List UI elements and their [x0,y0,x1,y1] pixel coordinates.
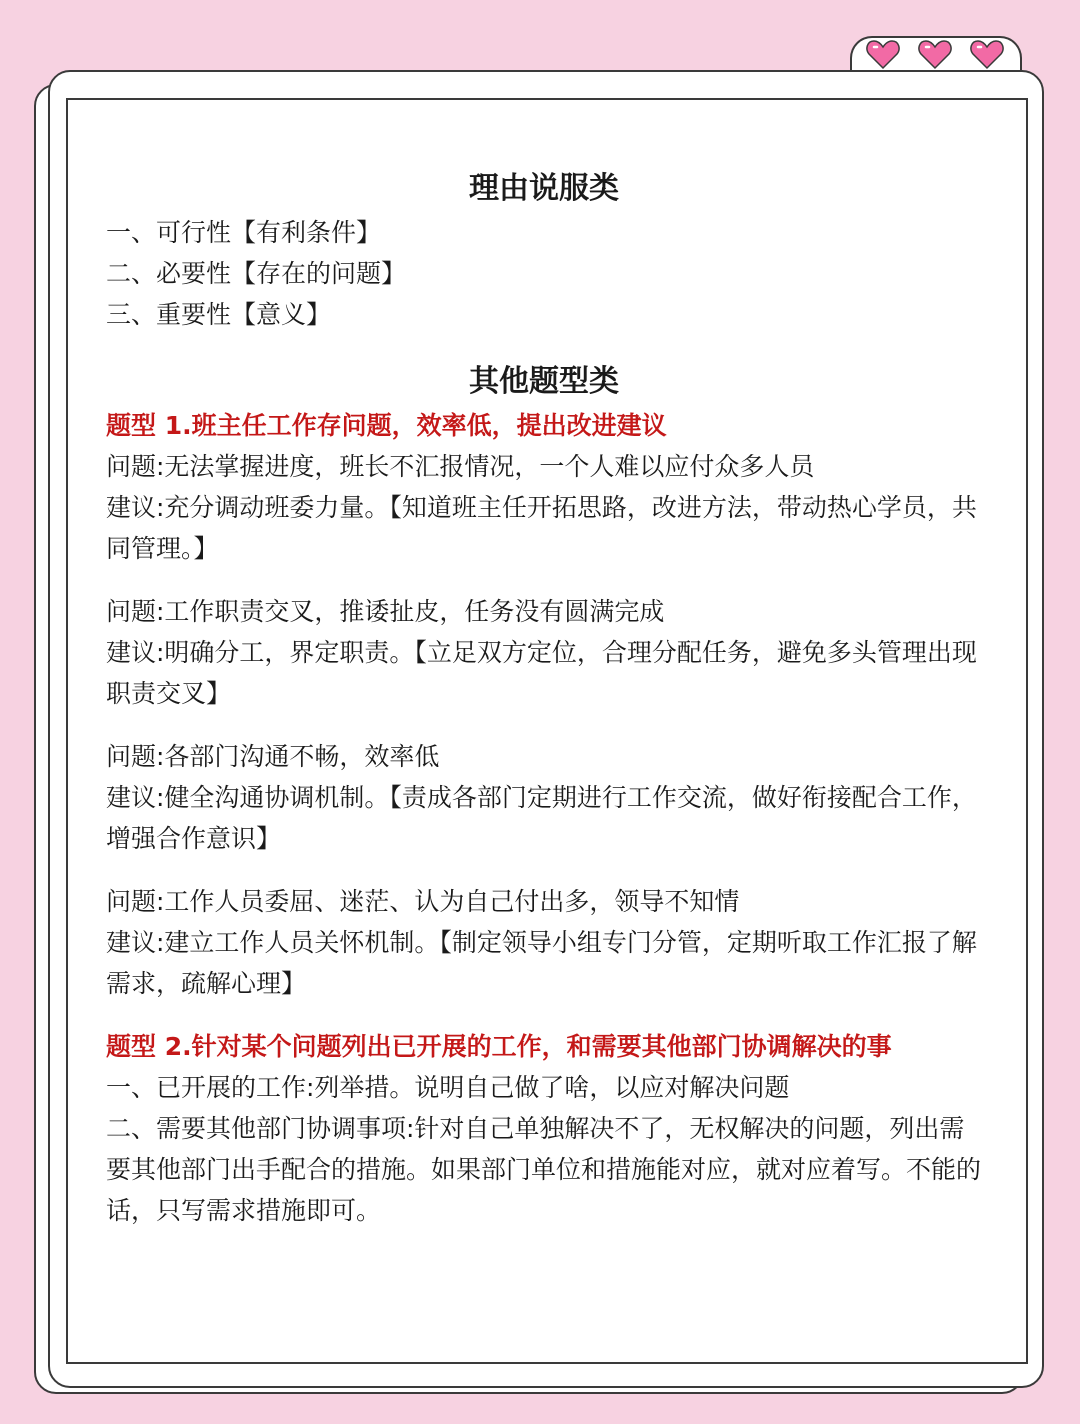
problem-suggestion-pair [106,591,982,714]
problem-suggestion-pair [106,736,982,859]
problem-text: 问题:各部门沟通不畅，效率低 [106,742,440,771]
spacer [106,569,982,591]
list-item: 二、需要其他部门协调事项:针对自己单独解决不了，无权解决的问题，列出需要其他部门出手配合的措施。如果部门单位和措施能对应，就对应着写。不能的话，只写需求措施即可。 [106,1114,982,1225]
problem-text: 问题:无法掌握进度，班长不汇报情况，一个人难以应付众多人员 [106,452,815,481]
section-title-other: 其他题型类 [469,364,619,399]
spacer [106,859,982,881]
list-item: 一、已开展的工作:列举措。说明自己做了啥，以应对解决问题 [106,1073,790,1102]
problem-text: 问题:工作职责交叉，推诿扯皮，任务没有圆满完成 [106,597,665,626]
suggestion-text: 建议:明确分工，界定职责。【立足双方定位，合理分配任务，避免多头管理出现职责交叉】 [106,638,977,708]
hearts-decoration [866,38,1016,74]
type1-heading: 题型 1.班主任工作存问题，效率低，提出改进建议 [106,411,667,440]
spacer [106,1004,982,1026]
spacer [106,714,982,736]
list-item: 三、重要性【意义】 [106,300,332,329]
type2-heading: 题型 2.针对某个问题列出已开展的工作，和需要其他部门协调解决的事 [106,1032,892,1061]
problem-text: 问题:工作人员委屈、迷茫、认为自己付出多，领导不知情 [106,887,740,916]
suggestion-text: 建议:建立工作人员关怀机制。【制定领导小组专门分管，定期听取工作汇报了解需求，疏解心理】 [106,928,977,998]
suggestion-text: 建议:充分调动班委力量。【知道班主任开拓思路，改进方法，带动热心学员，共同管理。】 [106,493,977,563]
heart-icon [866,38,900,70]
heart-icon [970,38,1004,70]
heart-icon [918,38,952,70]
suggestion-text: 建议:健全沟通协调机制。【责成各部门定期进行工作交流，做好衔接配合工作，增强合作意识】 [106,783,977,853]
section-title-reasons: 理由说服类 [469,171,619,206]
list-item: 一、可行性【有利条件】 [106,218,382,247]
spacer [106,335,982,359]
list-item: 二、必要性【存在的问题】 [106,259,407,288]
problem-suggestion-pair [106,446,982,569]
problem-suggestion-pair [106,881,982,1004]
document-content [106,166,982,1231]
